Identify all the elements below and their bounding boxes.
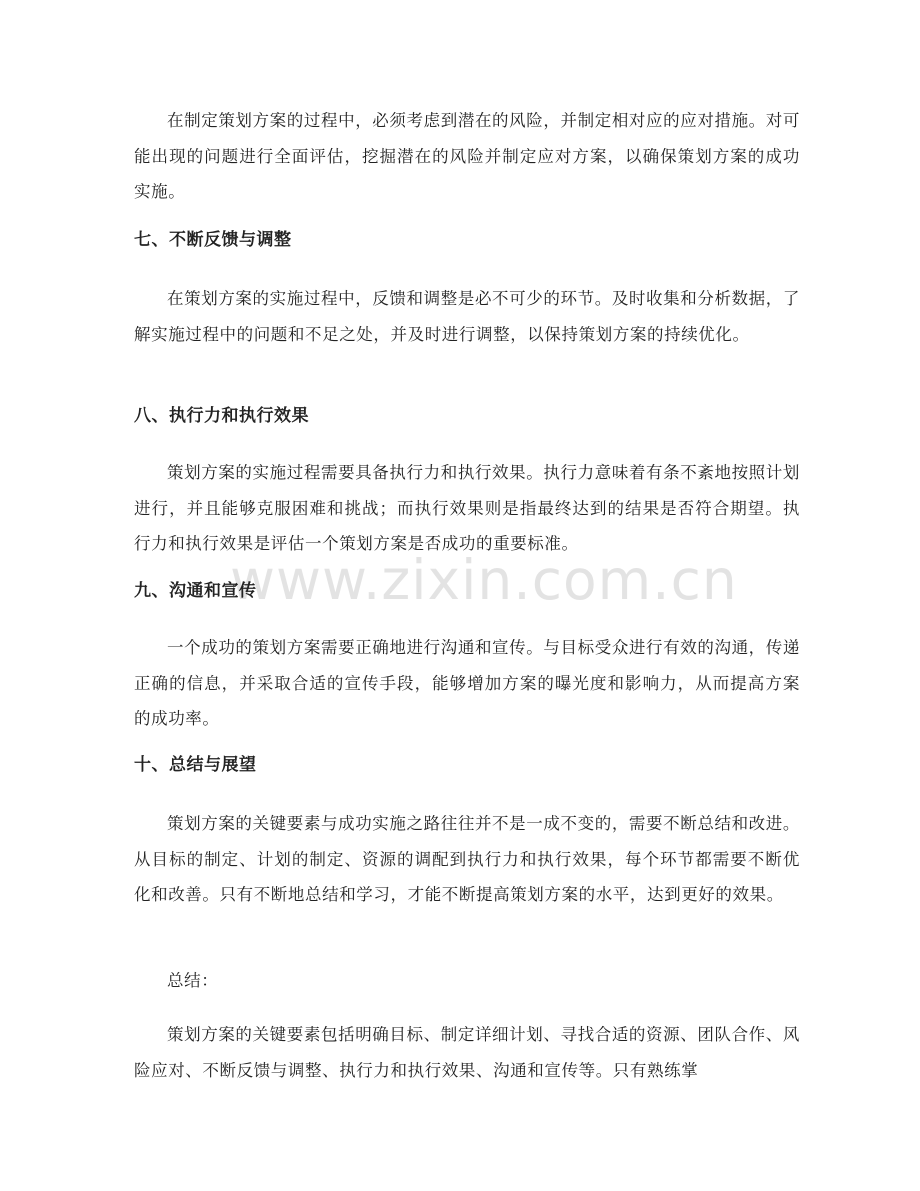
heading-section-7: 七、不断反馈与调整 [134, 230, 292, 250]
heading-section-8: 八、执行力和执行效果 [134, 406, 309, 426]
paragraph-feedback-adjustment: 在策划方案的实施过程中，反馈和调整是必不可少的环节。及时收集和分析数据，了解实施过程中的问题和不足之处，并及时进行调整，以保持策划方案的持续优化。 [134, 289, 800, 344]
paragraph-summary-outlook: 策划方案的关键要素与成功实施之路往往并不是一成不变的，需要不断总结和改进。从目标的制定、计划的制定、资源的调配到执行力和执行效果，每个环节都需要不断优化和改善。只有不断地总结和学习，才能不断提高策划方案的水平，达到更好的效果。 [134, 814, 800, 904]
heading-section-9: 九、沟通和宣传 [134, 581, 257, 601]
paragraph-summary-label: 总结： [167, 971, 219, 990]
heading-section-10: 十、总结与展望 [134, 755, 257, 775]
paragraph-risk-response: 在制定策划方案的过程中，必须考虑到潜在的风险，并制定相对应的应对措施。对可能出现的问题进行全面评估，挖掘潜在的风险并制定应对方案，以确保策划方案的成功实施。 [134, 111, 800, 201]
paragraph-execution: 策划方案的实施过程需要具备执行力和执行效果。执行力意味着有条不紊地按照计划进行，并且能够克服困难和挑战；而执行效果则是指最终达到的结果是否符合期望。执行力和执行效果是评估一个策划方案是否成功的重要标准。 [134, 463, 800, 553]
paragraph-summary: 策划方案的关键要素包括明确目标、制定详细计划、寻找合适的资源、团队合作、风险应对、不断反馈与调整、执行力和执行效果、沟通和宣传等。只有熟练掌 [134, 1025, 800, 1080]
paragraph-communication: 一个成功的策划方案需要正确地进行沟通和宣传。与目标受众进行有效的沟通，传递正确的信息，并采取合适的宣传手段，能够增加方案的曝光度和影响力，从而提高方案的成功率。 [134, 638, 800, 728]
watermark: www.zixin.com.cn [230, 548, 738, 612]
